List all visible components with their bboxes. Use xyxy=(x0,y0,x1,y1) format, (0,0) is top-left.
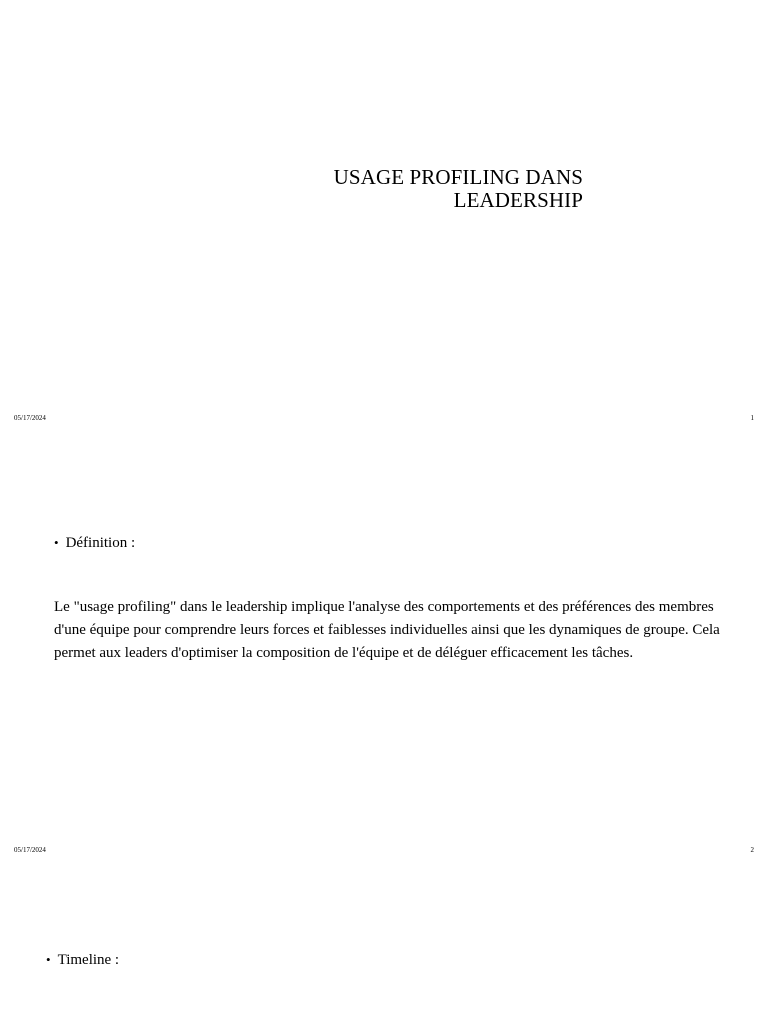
bullet-dot-icon: • xyxy=(54,535,59,550)
slide-date: 05/17/2024 xyxy=(14,846,46,854)
bullet-text: Définition : xyxy=(65,535,136,551)
slide-date: 05/17/2024 xyxy=(14,414,46,422)
bullet-item-timeline xyxy=(46,951,119,969)
definition-paragraph: Le "usage profiling" dans le leadership implique l'analyse des comportements et des préférences des membres d'une équipe pour comprendre leurs forces et faiblesses individuelles ainsi que les dynamiques de groupe. Cela permet aux leaders d'optimiser la composition de l'équipe et de déléguer efficacement les tâches. xyxy=(54,599,720,661)
slide-2 xyxy=(0,432,768,864)
bullet-dot-icon: • xyxy=(46,952,51,967)
bullet-item-definition xyxy=(54,534,135,552)
slide-title: USAGE PROFILING DANS LEADERSHIP xyxy=(333,165,583,212)
slide-number: 1 xyxy=(750,414,754,422)
slide-3 xyxy=(0,864,768,1024)
slide-number: 2 xyxy=(750,846,754,854)
bullet-text: Timeline : xyxy=(57,952,120,968)
slide-1 xyxy=(0,0,768,432)
